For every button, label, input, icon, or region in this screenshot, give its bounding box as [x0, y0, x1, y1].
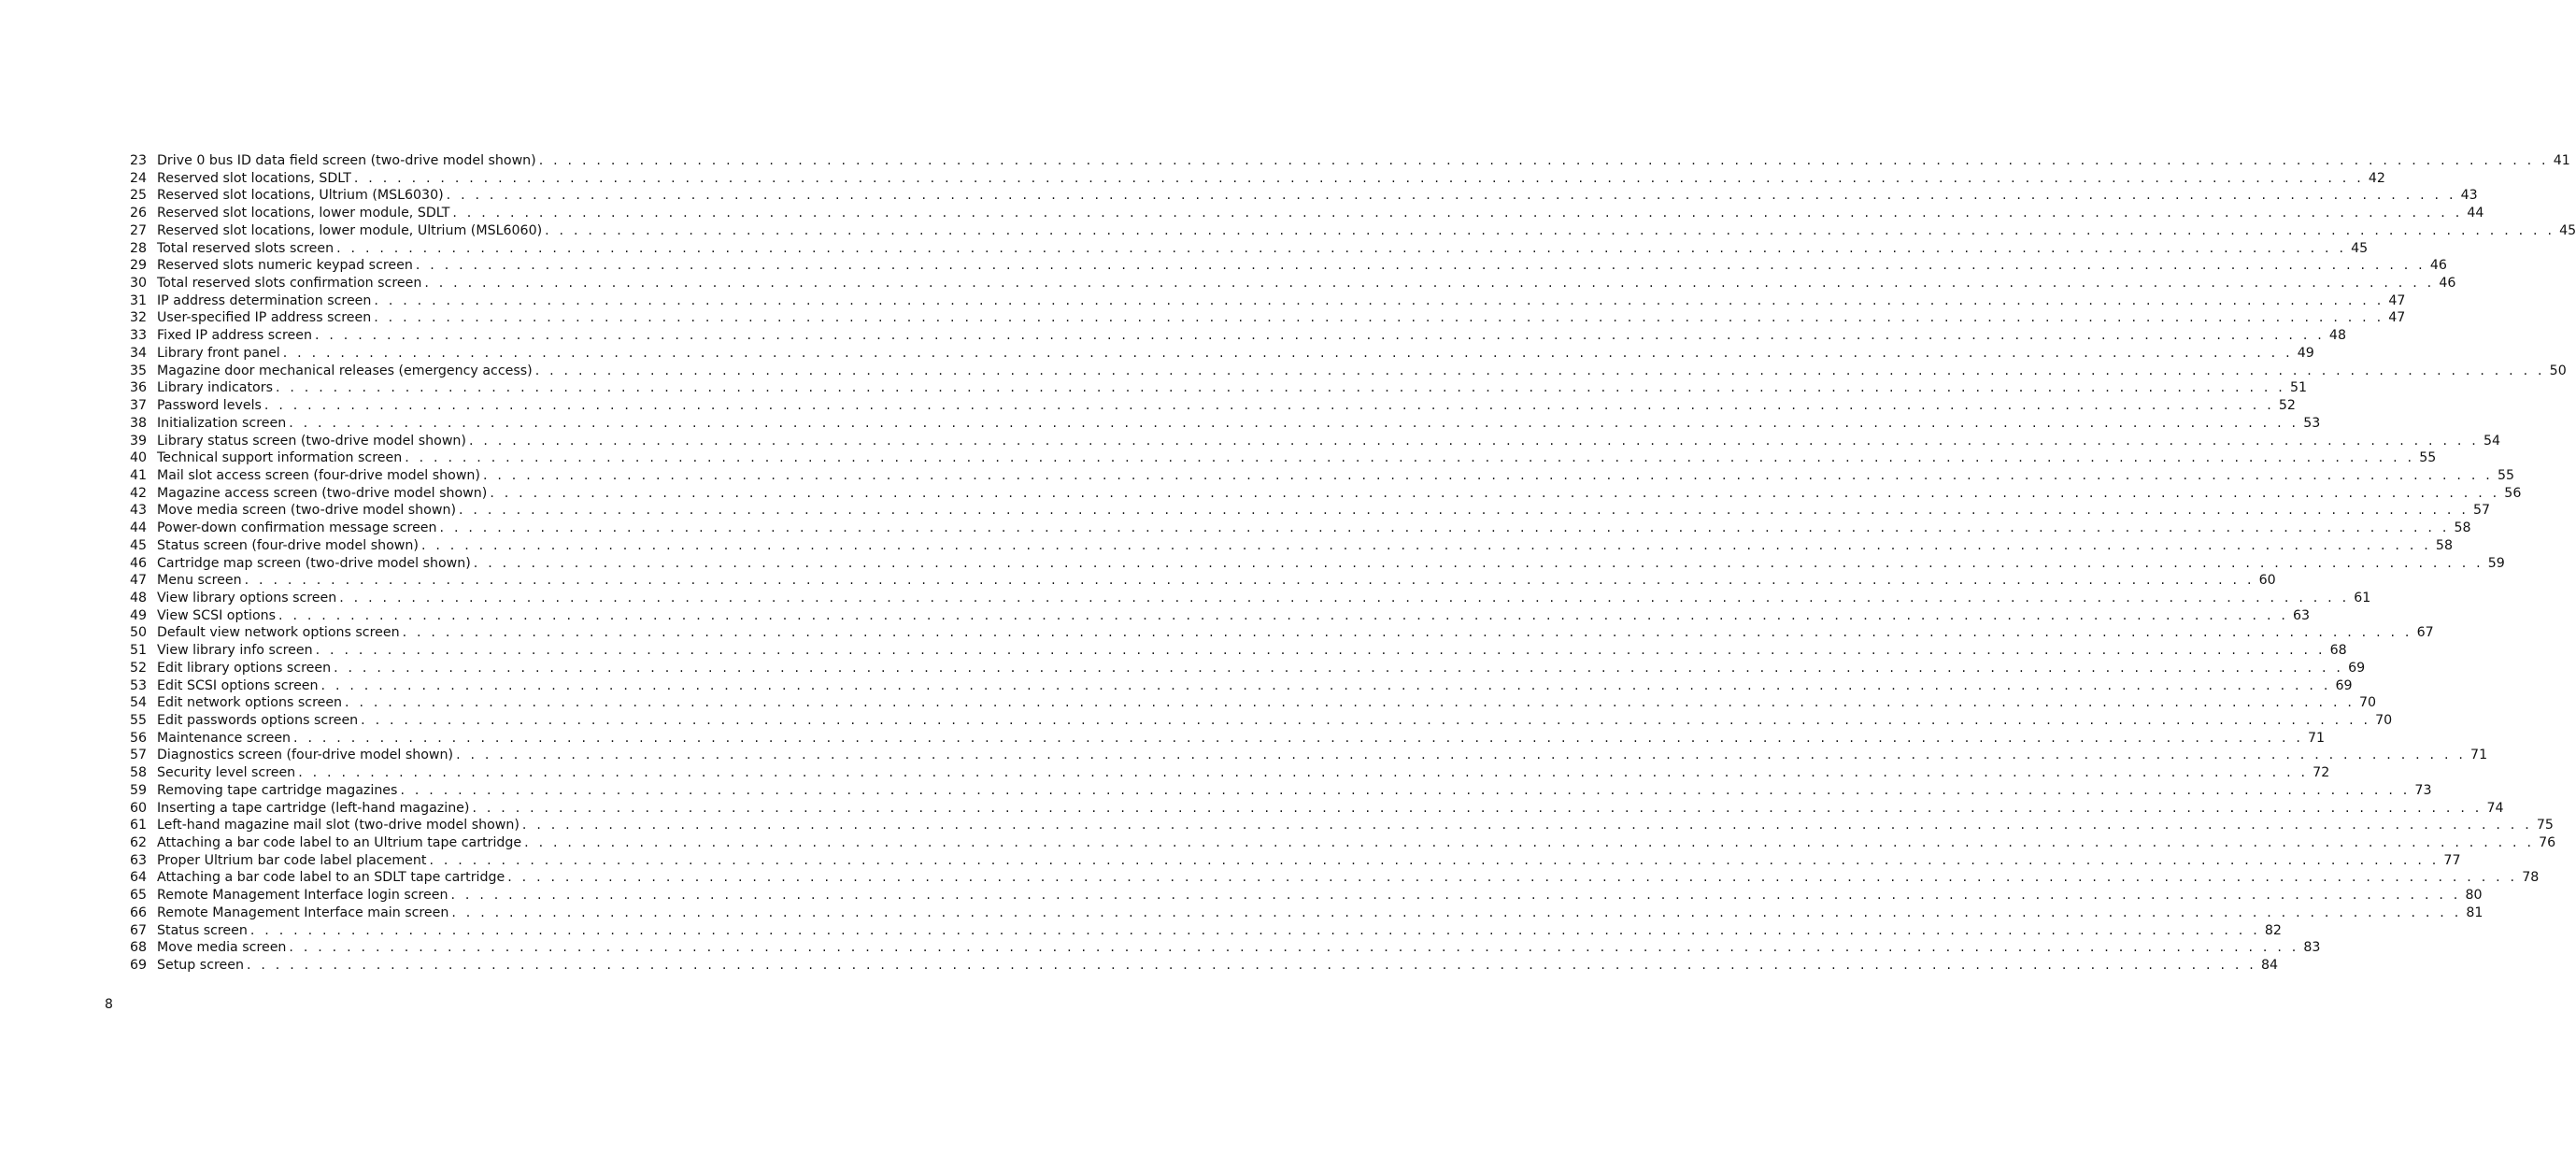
figure-title: Edit passwords options screen — [157, 713, 359, 728]
figure-number: 61 — [130, 818, 148, 833]
figure-page-number: 73 — [2414, 782, 2432, 798]
dot-leader: . . . . . . . . . . . . . . . . . . . . . . . . . . . . . . . . . . . . . . . . . . . . . . . . . . . . . . . . . . . . . . . . . . . . . . . . . . . . . . . . . . . . . . . . . . . . . . . . . . . . . . . . . . . . . . . . . . . . . . . . . . . . . . . . . . . . . . . . . . . . — [298, 765, 2309, 781]
figure-page-number: 72 — [2313, 765, 2330, 781]
figure-title: View library info screen — [157, 643, 313, 659]
page-number: 8 — [105, 997, 113, 1012]
figure-page-number: 70 — [2375, 713, 2393, 728]
figure-number: 39 — [130, 433, 148, 449]
figure-page-number: 60 — [2258, 573, 2276, 589]
figure-number: 25 — [130, 188, 148, 204]
toc-entry[interactable] — [130, 782, 2432, 800]
dot-leader: . . . . . . . . . . . . . . . . . . . . . . . . . . . . . . . . . . . . . . . . . . . . . . . . . . . . . . . . . . . . . . . . . . . . . . . . . . . . . . . . . . . . . . . . . . . . . . . . . . . . . . . . . . . . . . . . . . . . . . . . . . . . . . . . . . . . . . . . . . . . — [289, 940, 2299, 956]
figure-page-number: 47 — [2388, 310, 2406, 326]
figure-title: Left-hand magazine mail slot (two-drive model shown) — [157, 818, 519, 833]
toc-entry[interactable] — [130, 607, 2311, 625]
toc-entry[interactable] — [130, 887, 2483, 905]
toc-entry[interactable] — [130, 817, 2554, 834]
figure-page-number: 71 — [2470, 748, 2488, 763]
dot-leader: . . . . . . . . . . . . . . . . . . . . . . . . . . . . . . . . . . . . . . . . . . . . . . . . . . . . . . . . . . . . . . . . . . . . . . . . . . . . . . . . . . . . . . . . . . . . . . . . . . . . . . . . . . . . . . . . . . . . . . . . . . . . . . . . . . . . . . . . . . . . — [524, 835, 2535, 851]
figure-number: 29 — [130, 258, 148, 274]
figure-number: 40 — [130, 450, 148, 466]
figure-title: Inserting a tape cartridge (left-hand magazine) — [157, 800, 470, 816]
figure-title: Security level screen — [157, 765, 296, 781]
dot-leader: . . . . . . . . . . . . . . . . . . . . . . . . . . . . . . . . . . . . . . . . . . . . . . . . . . . . . . . . . . . . . . . . . . . . . . . . . . . . . . . . . . . . . . . . . . . . . . . . . . . . . . . . . . . . . . . . . . . . . . . . . . . . . . . . . . . . . . . . . . . . — [320, 677, 2331, 693]
dot-leader: . . . . . . . . . . . . . . . . . . . . . . . . . . . . . . . . . . . . . . . . . . . . . . . . . . . . . . . . . . . . . . . . . . . . . . . . . . . . . . . . . . . . . . . . . . . . . . . . . . . . . . . . . . . . . . . . . . . . . . . . . . . . . . . . . . . . . . . . . . . . — [472, 800, 2483, 816]
toc-entry[interactable] — [130, 660, 2366, 677]
figure-title: Remote Management Interface login screen — [157, 888, 448, 904]
dot-leader: . . . . . . . . . . . . . . . . . . . . . . . . . . . . . . . . . . . . . . . . . . . . . . . . . . . . . . . . . . . . . . . . . . . . . . . . . . . . . . . . . . . . . . . . . . . . . . . . . . . . . . . . . . . . . . . . . . . . . . . . . . . . . . . . . . . . . . . . . . . . — [275, 380, 2286, 396]
figure-page-number: 53 — [2303, 415, 2321, 431]
toc-entry[interactable] — [130, 187, 2478, 205]
figure-title: Magazine access screen (two-drive model shown) — [157, 485, 488, 501]
figure-number: 37 — [130, 398, 148, 414]
figure-page-number: 69 — [2348, 660, 2366, 676]
dot-leader: . . . . . . . . . . . . . . . . . . . . . . . . . . . . . . . . . . . . . . . . . . . . . . . . . . . . . . . . . . . . . . . . . . . . . . . . . . . . . . . . . . . . . . . . . . . . . . . . . . . . . . . . . . . . . . . . . . . . . . . . . . . . . . . . . . . . . . . . . . . . — [424, 276, 2435, 292]
figure-number: 30 — [130, 276, 148, 292]
figure-number: 42 — [130, 485, 148, 501]
figure-number: 44 — [130, 520, 148, 536]
figure-page-number: 43 — [2460, 188, 2478, 204]
figure-title: Menu screen — [157, 573, 242, 589]
dot-leader: . . . . . . . . . . . . . . . . . . . . . . . . . . . . . . . . . . . . . . . . . . . . . . . . . . . . . . . . . . . . . . . . . . . . . . . . . . . . . . . . . . . . . . . . . . . . . . . . . . . . . . . . . . . . . . . . . . . . . . . . . . . . . . . . . . . . . . . . . . . . — [429, 852, 2440, 868]
figure-title: Diagnostics screen (four-drive model shown) — [157, 748, 454, 763]
dot-leader: . . . . . . . . . . . . . . . . . . . . . . . . . . . . . . . . . . . . . . . . . . . . . . . . . . . . . . . . . . . . . . . . . . . . . . . . . . . . . . . . . . . . . . . . . . . . . . . . . . . . . . . . . . . . . . . . . . . . . . . . . . . . . . . . . . . . . . . . . . . . — [545, 222, 2555, 238]
dot-leader: . . . . . . . . . . . . . . . . . . . . . . . . . . . . . . . . . . . . . . . . . . . . . . . . . . . . . . . . . . . . . . . . . . . . . . . . . . . . . . . . . . . . . . . . . . . . . . . . . . . . . . . . . . . . . . . . . . . . . . . . . . . . . . . . . . . . . . . . . . . . — [415, 258, 2426, 274]
toc-entry[interactable] — [130, 572, 2276, 590]
figure-title: Reserved slot locations, lower module, Ultrium (MSL6060) — [157, 222, 543, 238]
toc-entry[interactable] — [130, 240, 2369, 258]
figure-title: Technical support information screen — [157, 450, 403, 466]
dot-leader: . . . . . . . . . . . . . . . . . . . . . . . . . . . . . . . . . . . . . . . . . . . . . . . . . . . . . . . . . . . . . . . . . . . . . . . . . . . . . . . . . . . . . . . . . . . . . . . . . . . . . . . . . . . . . . . . . . . . . . . . . . . . . . . . . . . . . . . . . . . . — [538, 153, 2549, 168]
figure-page-number: 67 — [2416, 625, 2434, 641]
figure-page-number: 74 — [2486, 800, 2504, 816]
figure-title: Password levels — [157, 398, 262, 414]
figure-number: 24 — [130, 170, 148, 186]
figure-title: Move media screen — [157, 940, 287, 956]
figure-title: Proper Ultrium bar code label placement — [157, 852, 427, 868]
figure-page-number: 50 — [2549, 363, 2567, 378]
figure-page-number: 47 — [2388, 292, 2406, 308]
figure-title: Setup screen — [157, 958, 244, 974]
figure-title: View SCSI options — [157, 607, 277, 623]
figure-title: Mail slot access screen (four-drive model shown) — [157, 467, 480, 483]
figure-title: Status screen (four-drive model shown) — [157, 537, 419, 553]
figure-number: 55 — [130, 713, 148, 728]
figure-page-number: 71 — [2308, 730, 2326, 746]
figure-title: Library status screen (two-drive model shown) — [157, 433, 466, 449]
figure-page-number: 46 — [2439, 276, 2456, 292]
toc-entry[interactable] — [130, 624, 2434, 642]
figure-page-number: 68 — [2329, 643, 2347, 659]
toc-entry[interactable] — [130, 905, 2483, 922]
figure-number: 35 — [130, 363, 148, 378]
toc-entry[interactable] — [130, 555, 2505, 573]
figure-number: 27 — [130, 222, 148, 238]
toc-entry[interactable] — [130, 170, 2385, 188]
toc-entry[interactable] — [130, 712, 2393, 730]
dot-leader: . . . . . . . . . . . . . . . . . . . . . . . . . . . . . . . . . . . . . . . . . . . . . . . . . . . . . . . . . . . . . . . . . . . . . . . . . . . . . . . . . . . . . . . . . . . . . . . . . . . . . . . . . . . . . . . . . . . . . . . . . . . . . . . . . . . . . . . . . . . . — [439, 520, 2450, 536]
toc-entry[interactable] — [130, 485, 2522, 503]
dot-leader: . . . . . . . . . . . . . . . . . . . . . . . . . . . . . . . . . . . . . . . . . . . . . . . . . . . . . . . . . . . . . . . . . . . . . . . . . . . . . . . . . . . . . . . . . . . . . . . . . . . . . . . . . . . . . . . . . . . . . . . . . . . . . . . . . . . . . . . . . . . . — [282, 345, 2293, 361]
figure-title: Total reserved slots screen — [157, 240, 334, 256]
dot-leader: . . . . . . . . . . . . . . . . . . . . . . . . . . . . . . . . . . . . . . . . . . . . . . . . . . . . . . . . . . . . . . . . . . . . . . . . . . . . . . . . . . . . . . . . . . . . . . . . . . . . . . . . . . . . . . . . . . . . . . . . . . . . . . . . . . . . . . . . . . . . — [452, 206, 2463, 221]
figure-number: 63 — [130, 852, 148, 868]
toc-entry[interactable] — [130, 590, 2371, 607]
figure-title: Move media screen (two-drive model shown) — [157, 503, 456, 519]
figure-title: View library options screen — [157, 590, 337, 605]
figure-title: Power-down confirmation message screen — [157, 520, 437, 536]
figure-page-number: 55 — [2497, 467, 2514, 483]
toc-entry[interactable] — [130, 800, 2504, 818]
figure-title: Default view network options screen — [157, 625, 400, 641]
figure-title: Edit library options screen — [157, 660, 332, 676]
figure-title: Reserved slot locations, lower module, SDLT — [157, 206, 450, 221]
dot-leader: . . . . . . . . . . . . . . . . . . . . . . . . . . . . . . . . . . . . . . . . . . . . . . . . . . . . . . . . . . . . . . . . . . . . . . . . . . . . . . . . . . . . . . . . . . . . . . . . . . . . . . . . . . . . . . . . . . . . . . . . . . . . . . . . . . . . . . . . . . . . — [314, 328, 2325, 344]
figure-page-number: 52 — [2278, 398, 2296, 414]
figure-page-number: 45 — [2351, 240, 2369, 256]
figure-title: Cartridge map screen (two-drive model shown) — [157, 555, 471, 571]
figure-page-number: 54 — [2483, 433, 2501, 449]
dot-leader: . . . . . . . . . . . . . . . . . . . . . . . . . . . . . . . . . . . . . . . . . . . . . . . . . . . . . . . . . . . . . . . . . . . . . . . . . . . . . . . . . . . . . . . . . . . . . . . . . . . . . . . . . . . . . . . . . . . . . . . . . . . . . . . . . . . . . . . . . . . . — [459, 503, 2469, 519]
figure-page-number: 69 — [2335, 677, 2353, 693]
figure-number: 34 — [130, 345, 148, 361]
toc-entry[interactable] — [130, 852, 2461, 870]
figure-number: 58 — [130, 765, 148, 781]
dot-leader: . . . . . . . . . . . . . . . . . . . . . . . . . . . . . . . . . . . . . . . . . . . . . . . . . . . . . . . . . . . . . . . . . . . . . . . . . . . . . . . . . . . . . . . . . . . . . . . . . . . . . . . . . . . . . . . . . . . . . . . . . . . . . . . . . . . . . . . . . . . . — [278, 607, 2289, 623]
figure-number: 48 — [130, 590, 148, 605]
dot-leader: . . . . . . . . . . . . . . . . . . . . . . . . . . . . . . . . . . . . . . . . . . . . . . . . . . . . . . . . . . . . . . . . . . . . . . . . . . . . . . . . . . . . . . . . . . . . . . . . . . . . . . . . . . . . . . . . . . . . . . . . . . . . . . . . . . . . . . . . . . . . — [490, 485, 2500, 501]
figure-page-number: 84 — [2260, 958, 2279, 974]
dot-leader: . . . . . . . . . . . . . . . . . . . . . . . . . . . . . . . . . . . . . . . . . . . . . . . . . . . . . . . . . . . . . . . . . . . . . . . . . . . . . . . . . . . . . . . . . . . . . . . . . . . . . . . . . . . . . . . . . . . . . . . . . . . . . . . . . . . . . . . . . . . . — [374, 310, 2384, 326]
dot-leader: . . . . . . . . . . . . . . . . . . . . . . . . . . . . . . . . . . . . . . . . . . . . . . . . . . . . . . . . . . . . . . . . . . . . . . . . . . . . . . . . . . . . . . . . . . . . . . . . . . . . . . . . . . . . . . . . . . . . . . . . . . . . . . . . . . . . . . . . . . . . — [361, 713, 2371, 728]
figure-page-number: 45 — [2559, 222, 2576, 238]
figure-page-number: 56 — [2504, 485, 2522, 501]
figure-title: Total reserved slots confirmation screen — [157, 276, 422, 292]
figure-title: Maintenance screen — [157, 730, 292, 746]
figure-number: 26 — [130, 206, 148, 221]
dot-leader: . . . . . . . . . . . . . . . . . . . . . . . . . . . . . . . . . . . . . . . . . . . . . . . . . . . . . . . . . . . . . . . . . . . . . . . . . . . . . . . . . . . . . . . . . . . . . . . . . . . . . . . . . . . . . . . . . . . . . . . . . . . . . . . . . . . . . . . . . . . . — [374, 292, 2384, 308]
dot-leader: . . . . . . . . . . . . . . . . . . . . . . . . . . . . . . . . . . . . . . . . . . . . . . . . . . . . . . . . . . . . . . . . . . . . . . . . . . . . . . . . . . . . . . . . . . . . . . . . . . . . . . . . . . . . . . . . . . . . . . . . . . . . . . . . . . . . . . . . . . . . — [289, 415, 2299, 431]
figure-number: 68 — [130, 940, 148, 956]
toc-entry[interactable] — [130, 520, 2471, 537]
figure-number: 60 — [130, 800, 148, 816]
figure-page-number: 70 — [2359, 695, 2377, 711]
figure-title: Status screen — [157, 922, 248, 938]
figure-number: 59 — [130, 782, 148, 798]
figure-title: Reserved slot locations, Ultrium (MSL6030) — [157, 188, 444, 204]
toc-entry[interactable] — [130, 363, 2567, 380]
dot-leader: . . . . . . . . . . . . . . . . . . . . . . . . . . . . . . . . . . . . . . . . . . . . . . . . . . . . . . . . . . . . . . . . . . . . . . . . . . . . . . . . . . . . . . . . . . . . . . . . . . . . . . . . . . . . . . . . . . . . . . . . . . . . . . . . . . . . . . . . . . . . — [249, 922, 2260, 938]
figure-number: 46 — [130, 555, 148, 571]
figure-title: Edit network options screen — [157, 695, 343, 711]
toc-entry[interactable] — [130, 415, 2321, 433]
toc-entry[interactable] — [130, 677, 2353, 695]
figure-title: Drive 0 bus ID data field screen (two-drive model shown) — [157, 153, 536, 168]
figure-page-number: 58 — [2454, 520, 2471, 536]
figure-page-number: 46 — [2429, 258, 2447, 274]
figure-number: 45 — [130, 537, 148, 553]
figure-title: Attaching a bar code label to an Ultrium tape cartridge — [157, 835, 522, 851]
figure-number: 23 — [130, 153, 148, 168]
dot-leader: . . . . . . . . . . . . . . . . . . . . . . . . . . . . . . . . . . . . . . . . . . . . . . . . . . . . . . . . . . . . . . . . . . . . . . . . . . . . . . . . . . . . . . . . . . . . . . . . . . . . . . . . . . . . . . . . . . . . . . . . . . . . . . . . . . . . . . . . . . . . — [446, 188, 2456, 204]
figure-number: 62 — [130, 835, 148, 851]
figure-number: 33 — [130, 328, 148, 344]
figure-number: 51 — [130, 643, 148, 659]
toc-entry[interactable] — [130, 537, 2453, 555]
dot-leader: . . . . . . . . . . . . . . . . . . . . . . . . . . . . . . . . . . . . . . . . . . . . . . . . . . . . . . . . . . . . . . . . . . . . . . . . . . . . . . . . . . . . . . . . . . . . . . . . . . . . . . . . . . . . . . . . . . . . . . . . . . . . . . . . . . . . . . . . . . . . — [534, 363, 2545, 378]
figure-number: 50 — [130, 625, 148, 641]
toc-entry[interactable] — [130, 939, 2321, 957]
toc-entry[interactable] — [130, 642, 2347, 660]
dot-leader: . . . . . . . . . . . . . . . . . . . . . . . . . . . . . . . . . . . . . . . . . . . . . . . . . . . . . . . . . . . . . . . . . . . . . . . . . . . . . . . . . . . . . . . . . . . . . . . . . . . . . . . . . . . . . . . . . . . . . . . . . . . . . . . . . . . . . . . . . . . . — [450, 888, 2461, 904]
figure-number: 69 — [130, 958, 148, 974]
figure-page-number: 55 — [2419, 450, 2437, 466]
toc-entry[interactable] — [130, 433, 2501, 450]
figure-page-number: 75 — [2536, 818, 2554, 833]
dot-leader: . . . . . . . . . . . . . . . . . . . . . . . . . . . . . . . . . . . . . . . . . . . . . . . . . . . . . . . . . . . . . . . . . . . . . . . . . . . . . . . . . . . . . . . . . . . . . . . . . . . . . . . . . . . . . . . . . . . . . . . . . . . . . . . . . . . . . . . . . . . . — [345, 695, 2355, 711]
figure-page-number: 82 — [2264, 922, 2282, 938]
figure-number: 38 — [130, 415, 148, 431]
figure-page-number: 80 — [2465, 888, 2483, 904]
toc-entry[interactable] — [130, 309, 2406, 327]
figure-number: 41 — [130, 467, 148, 483]
toc-entry[interactable] — [130, 257, 2447, 275]
dot-leader: . . . . . . . . . . . . . . . . . . . . . . . . . . . . . . . . . . . . . . . . . . . . . . . . . . . . . . . . . . . . . . . . . . . . . . . . . . . . . . . . . . . . . . . . . . . . . . . . . . . . . . . . . . . . . . . . . . . . . . . . . . . . . . . . . . . . . . . . . . . . — [521, 818, 2532, 833]
figure-title: Magazine door mechanical releases (emergency access) — [157, 363, 533, 378]
toc-entry[interactable] — [130, 327, 2346, 345]
dot-leader: . . . . . . . . . . . . . . . . . . . . . . . . . . . . . . . . . . . . . . . . . . . . . . . . . . . . . . . . . . . . . . . . . . . . . . . . . . . . . . . . . . . . . . . . . . . . . . . . . . . . . . . . . . . . . . . . . . . . . . . . . . . . . . . . . . . . . . . . . . . . — [420, 537, 2431, 553]
figure-number: 53 — [130, 677, 148, 693]
toc-entry[interactable] — [130, 694, 2377, 712]
toc-entry[interactable] — [130, 379, 2308, 397]
figure-page-number: 44 — [2467, 206, 2484, 221]
dot-leader: . . . . . . . . . . . . . . . . . . . . . . . . . . . . . . . . . . . . . . . . . . . . . . . . . . . . . . . . . . . . . . . . . . . . . . . . . . . . . . . . . . . . . . . . . . . . . . . . . . . . . . . . . . . . . . . . . . . . . . . . . . . . . . . . . . . . . . . . . . . . — [468, 433, 2480, 449]
toc-entry[interactable] — [130, 205, 2484, 222]
figure-page-number: 49 — [2297, 345, 2314, 361]
figure-title: Remote Management Interface main screen — [157, 905, 449, 920]
dot-leader: . . . . . . . . . . . . . . . . . . . . . . . . . . . . . . . . . . . . . . . . . . . . . . . . . . . . . . . . . . . . . . . . . . . . . . . . . . . . . . . . . . . . . . . . . . . . . . . . . . . . . . . . . . . . . . . . . . . . . . . . . . . . . . . . . . . . . . . . . . . . — [482, 467, 2493, 483]
figure-page-number: 77 — [2443, 852, 2461, 868]
figure-number: 57 — [130, 748, 148, 763]
figure-page-number: 63 — [2293, 607, 2311, 623]
toc-entry[interactable] — [130, 834, 2556, 852]
table-of-figures — [130, 152, 2576, 975]
figure-number: 31 — [130, 292, 148, 308]
figure-number: 47 — [130, 573, 148, 589]
dot-leader: . . . . . . . . . . . . . . . . . . . . . . . . . . . . . . . . . . . . . . . . . . . . . . . . . . . . . . . . . . . . . . . . . . . . . . . . . . . . . . . . . . . . . . . . . . . . . . . . . . . . . . . . . . . . . . . . . . . . . . . . . . . . . . . . . . . . . . . . . . . . — [353, 170, 2364, 186]
figure-number: 52 — [130, 660, 148, 676]
dot-leader: . . . . . . . . . . . . . . . . . . . . . . . . . . . . . . . . . . . . . . . . . . . . . . . . . . . . . . . . . . . . . . . . . . . . . . . . . . . . . . . . . . . . . . . . . . . . . . . . . . . . . . . . . . . . . . . . . . . . . . . . . . . . . . . . . . . . . . . . . . . . — [339, 590, 2350, 605]
figure-title: Library front panel — [157, 345, 280, 361]
figure-page-number: 59 — [2487, 555, 2505, 571]
toc-entry[interactable] — [130, 292, 2406, 310]
figure-page-number: 78 — [2522, 870, 2540, 886]
figure-title: Attaching a bar code label to an SDLT tape cartridge — [157, 870, 505, 886]
figure-title: Library indicators — [157, 380, 273, 396]
figure-title: Reserved slots numeric keypad screen — [157, 258, 413, 274]
dot-leader: . . . . . . . . . . . . . . . . . . . . . . . . . . . . . . . . . . . . . . . . . . . . . . . . . . . . . . . . . . . . . . . . . . . . . . . . . . . . . . . . . . . . . . . . . . . . . . . . . . . . . . . . . . . . . . . . . . . . . . . . . . . . . . . . . . . . . . . . . . . . — [456, 748, 2467, 763]
dot-leader: . . . . . . . . . . . . . . . . . . . . . . . . . . . . . . . . . . . . . . . . . . . . . . . . . . . . . . . . . . . . . . . . . . . . . . . . . . . . . . . . . . . . . . . . . . . . . . . . . . . . . . . . . . . . . . . . . . . . . . . . . . . . . . . . . . . . . . . . . . . . — [246, 958, 2257, 974]
dot-leader: . . . . . . . . . . . . . . . . . . . . . . . . . . . . . . . . . . . . . . . . . . . . . . . . . . . . . . . . . . . . . . . . . . . . . . . . . . . . . . . . . . . . . . . . . . . . . . . . . . . . . . . . . . . . . . . . . . . . . . . . . . . . . . . . . . . . . . . . . . . . — [402, 625, 2412, 641]
dot-leader: . . . . . . . . . . . . . . . . . . . . . . . . . . . . . . . . . . . . . . . . . . . . . . . . . . . . . . . . . . . . . . . . . . . . . . . . . . . . . . . . . . . . . . . . . . . . . . . . . . . . . . . . . . . . . . . . . . . . . . . . . . . . . . . . . . . . . . . . . . . . — [336, 240, 2347, 256]
figure-number: 56 — [130, 730, 148, 746]
dot-leader: . . . . . . . . . . . . . . . . . . . . . . . . . . . . . . . . . . . . . . . . . . . . . . . . . . . . . . . . . . . . . . . . . . . . . . . . . . . . . . . . . . . . . . . . . . . . . . . . . . . . . . . . . . . . . . . . . . . . . . . . . . . . . . . . . . . . . . . . . . . . — [405, 450, 2415, 466]
dot-leader: . . . . . . . . . . . . . . . . . . . . . . . . . . . . . . . . . . . . . . . . . . . . . . . . . . . . . . . . . . . . . . . . . . . . . . . . . . . . . . . . . . . . . . . . . . . . . . . . . . . . . . . . . . . . . . . . . . . . . . . . . . . . . . . . . . . . . . . . . . . . — [315, 643, 2326, 659]
figure-number: 36 — [130, 380, 148, 396]
dot-leader: . . . . . . . . . . . . . . . . . . . . . . . . . . . . . . . . . . . . . . . . . . . . . . . . . . . . . . . . . . . . . . . . . . . . . . . . . . . . . . . . . . . . . . . . . . . . . . . . . . . . . . . . . . . . . . . . . . . . . . . . . . . . . . . . . . . . . . . . . . . . — [400, 782, 2411, 798]
figure-number: 28 — [130, 240, 148, 256]
toc-entry[interactable] — [130, 397, 2296, 415]
figure-page-number: 42 — [2368, 170, 2385, 186]
figure-page-number: 76 — [2539, 835, 2556, 851]
figure-page-number: 41 — [2553, 153, 2570, 168]
dot-leader: . . . . . . . . . . . . . . . . . . . . . . . . . . . . . . . . . . . . . . . . . . . . . . . . . . . . . . . . . . . . . . . . . . . . . . . . . . . . . . . . . . . . . . . . . . . . . . . . . . . . . . . . . . . . . . . . . . . . . . . . . . . . . . . . . . . . . . . . . . . . — [507, 870, 2518, 886]
figure-page-number: 48 — [2328, 328, 2346, 344]
toc-entry[interactable] — [130, 502, 2491, 520]
figure-number: 65 — [130, 888, 148, 904]
toc-entry[interactable] — [130, 747, 2488, 764]
toc-entry[interactable] — [130, 345, 2314, 363]
toc-entry[interactable] — [130, 449, 2437, 467]
figure-title: Reserved slot locations, SDLT — [157, 170, 351, 186]
toc-entry[interactable] — [130, 764, 2330, 782]
figure-title: Removing tape cartridge magazines — [157, 782, 398, 798]
figure-title: Initialization screen — [157, 415, 287, 431]
toc-entry[interactable] — [130, 730, 2326, 748]
figure-number: 43 — [130, 503, 148, 519]
figure-number: 49 — [130, 607, 148, 623]
toc-entry[interactable] — [130, 869, 2540, 887]
figure-page-number: 61 — [2354, 590, 2371, 605]
figure-page-number: 51 — [2289, 380, 2308, 396]
toc-entry[interactable] — [130, 957, 2279, 975]
figure-page-number: 81 — [2466, 905, 2483, 920]
figure-title: IP address determination screen — [157, 292, 372, 308]
dot-leader: . . . . . . . . . . . . . . . . . . . . . . . . . . . . . . . . . . . . . . . . . . . . . . . . . . . . . . . . . . . . . . . . . . . . . . . . . . . . . . . . . . . . . . . . . . . . . . . . . . . . . . . . . . . . . . . . . . . . . . . . . . . . . . . . . . . . . . . . . . . . — [293, 730, 2304, 746]
dot-leader: . . . . . . . . . . . . . . . . . . . . . . . . . . . . . . . . . . . . . . . . . . . . . . . . . . . . . . . . . . . . . . . . . . . . . . . . . . . . . . . . . . . . . . . . . . . . . . . . . . . . . . . . . . . . . . . . . . . . . . . . . . . . . . . . . . . . . . . . . . . . — [334, 660, 2344, 676]
toc-entry[interactable] — [130, 222, 2576, 240]
figure-number: 67 — [130, 922, 148, 938]
dot-leader: . . . . . . . . . . . . . . . . . . . . . . . . . . . . . . . . . . . . . . . . . . . . . . . . . . . . . . . . . . . . . . . . . . . . . . . . . . . . . . . . . . . . . . . . . . . . . . . . . . . . . . . . . . . . . . . . . . . . . . . . . . . . . . . . . . . . . . . . . . . . — [244, 573, 2255, 589]
figure-title: Edit SCSI options screen — [157, 677, 319, 693]
figure-title: Fixed IP address screen — [157, 328, 312, 344]
figure-page-number: 57 — [2472, 503, 2491, 519]
figure-number: 66 — [130, 905, 148, 920]
toc-entry[interactable] — [130, 467, 2514, 485]
figure-number: 32 — [130, 310, 148, 326]
toc-entry[interactable] — [130, 922, 2282, 940]
figure-page-number: 58 — [2435, 537, 2453, 553]
figure-page-number: 83 — [2303, 940, 2321, 956]
dot-leader: . . . . . . . . . . . . . . . . . . . . . . . . . . . . . . . . . . . . . . . . . . . . . . . . . . . . . . . . . . . . . . . . . . . . . . . . . . . . . . . . . . . . . . . . . . . . . . . . . . . . . . . . . . . . . . . . . . . . . . . . . . . . . . . . . . . . . . . . . . . . — [473, 555, 2483, 571]
toc-entry[interactable] — [130, 152, 2570, 170]
figure-title: User-specified IP address screen — [157, 310, 372, 326]
dot-leader: . . . . . . . . . . . . . . . . . . . . . . . . . . . . . . . . . . . . . . . . . . . . . . . . . . . . . . . . . . . . . . . . . . . . . . . . . . . . . . . . . . . . . . . . . . . . . . . . . . . . . . . . . . . . . . . . . . . . . . . . . . . . . . . . . . . . . . . . . . . . — [263, 398, 2274, 414]
figure-number: 54 — [130, 695, 148, 711]
toc-entry[interactable] — [130, 275, 2456, 292]
figure-number: 64 — [130, 870, 148, 886]
dot-leader: . . . . . . . . . . . . . . . . . . . . . . . . . . . . . . . . . . . . . . . . . . . . . . . . . . . . . . . . . . . . . . . . . . . . . . . . . . . . . . . . . . . . . . . . . . . . . . . . . . . . . . . . . . . . . . . . . . . . . . . . . . . . . . . . . . . . . . . . . . . . — [451, 905, 2462, 920]
